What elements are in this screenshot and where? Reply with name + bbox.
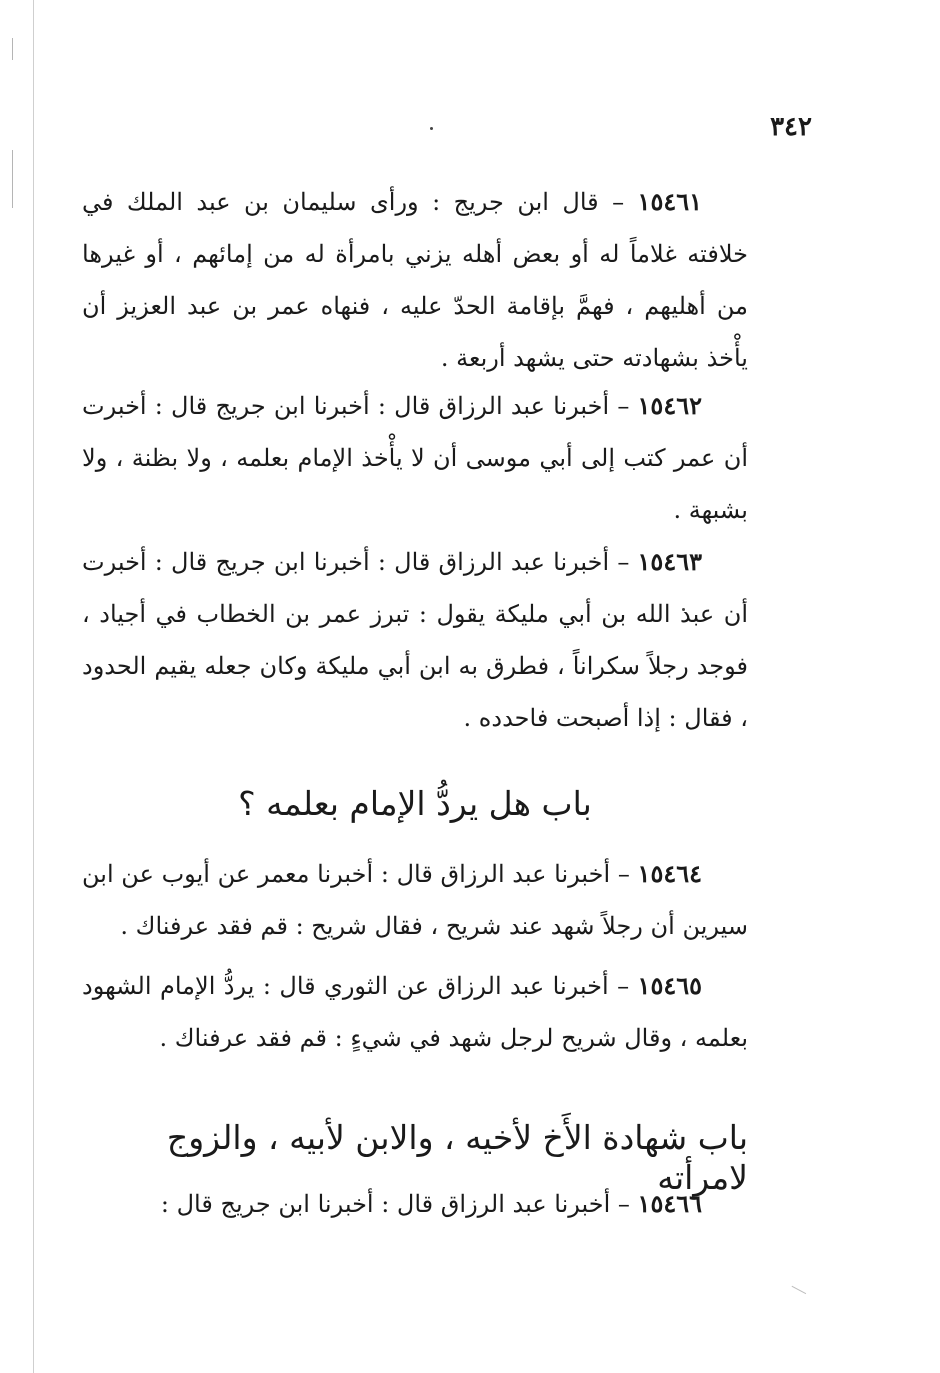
entry-number: ١٥٤٦٦	[637, 1189, 702, 1218]
page-number: ٣٤٢	[770, 112, 812, 142]
entry-text: – قال ابن جريج : ورأى سليمان بن عبد الملك في خلافته غلاماً له أو بعض أهله يزني بامرأة له من إمائهم ، أو غيرها من أهليهم ، فهمَّ بإقامة الحدّ عليه ، فنهاه عمر بن عبد العزيز أن يأْخذ بشهادته حتى يشهد أربعة .	[82, 188, 748, 372]
entry-15463	[82, 536, 748, 744]
entry-15461	[82, 176, 748, 384]
entry-number: ١٥٤٦٤	[637, 859, 702, 888]
scan-mark	[788, 1286, 806, 1301]
chapter-heading: باب شهادة الأَخ لأخيه ، والابن لأبيه ، والزوج لامرأته	[166, 1118, 748, 1197]
entry-number: ١٥٤٦٣	[637, 547, 702, 576]
entry-number: ١٥٤٦٢	[637, 391, 702, 420]
margin-tick-mark	[12, 38, 13, 60]
entry-15462	[82, 380, 748, 536]
entry-15464	[82, 848, 748, 952]
entry-text: – أخبرنا عبد الرزاق عن الثوري قال : يردُّ الإمام الشهود بعلمه ، وقال شريح لرجل شهد في شيءٍ : قم فقد عرفناك .	[82, 972, 748, 1052]
entry-text: – أخبرنا عبد الرزاق قال : أخبرنا معمر عن أيوب عن ابن سيرين أن رجلاً شهد عند شريح ، فقال شريح : قم فقد عرفناك .	[82, 860, 748, 940]
entry-15465	[82, 960, 748, 1064]
entry-text: – أخبرنا عبد الرزاق قال : أخبرنا ابن جريج قال : أخبرت أن عمر كتب إلى أبي موسى أن لا يأْخذ الإمام بعلمه ، ولا بظنة ، ولا بشبهة .	[82, 392, 748, 524]
margin-tick-mark	[12, 150, 13, 208]
entry-15466	[82, 1178, 748, 1230]
entry-text: – أخبرنا عبد الرزاق قال : أخبرنا ابن جريج قال :	[160, 1190, 630, 1218]
entry-number: ١٥٤٦٥	[637, 971, 702, 1000]
entry-text: – أخبرنا عبد الرزاق قال : أخبرنا ابن جريج قال : أخبرت أن عبد الله بن أبي مليكة يقول : تبرز عمر بن الخطاب في أجياد ، فوجد رجلاً سكراناً ، فطرق به ابن أبي مليكة وكان جعله يقيم الحدود ، فقال : إذا أصبحت فاحدده .	[82, 548, 748, 732]
entry-number: ١٥٤٦١	[637, 187, 702, 216]
printing-dot	[430, 127, 433, 130]
chapter-heading: باب هل يردُّ الإمام بعلمه ؟	[238, 784, 592, 823]
left-margin-line	[33, 0, 34, 1373]
